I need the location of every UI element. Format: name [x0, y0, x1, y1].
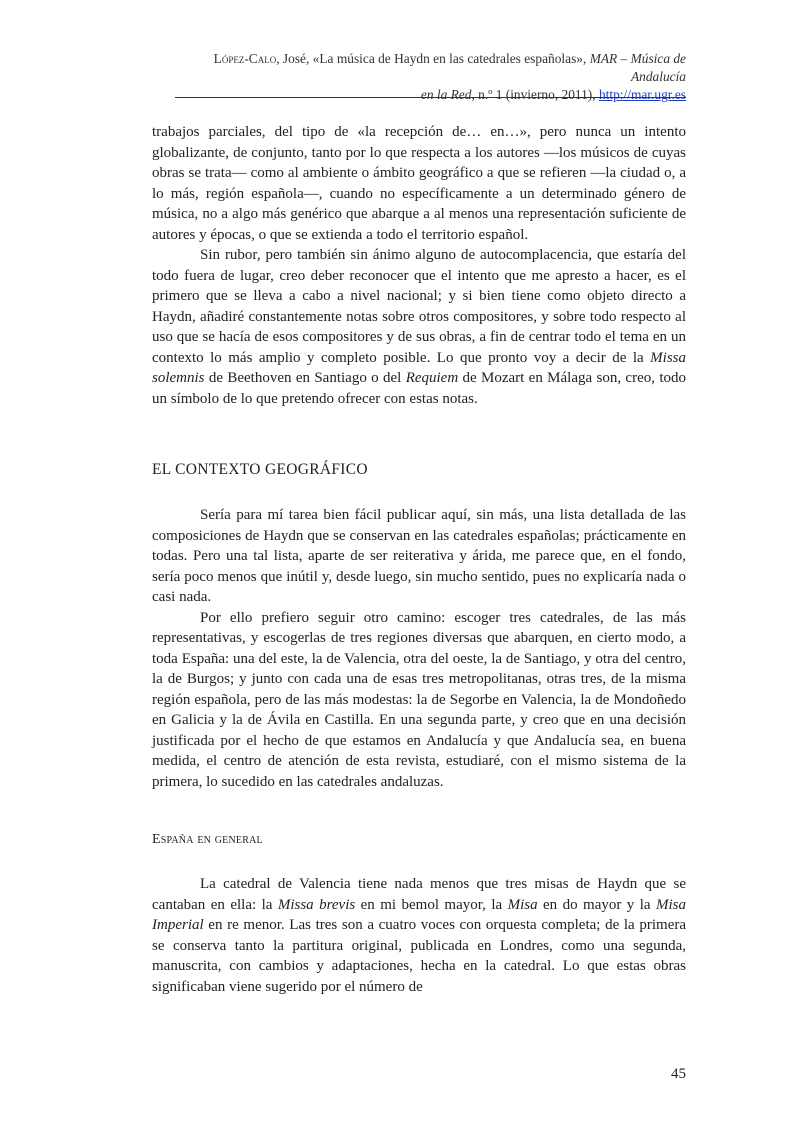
emphasis-misa-imperial: Misa Imperial [152, 896, 686, 933]
subsection-heading: España en general [152, 832, 263, 847]
section-heading: EL CONTEXTO GEOGRÁFICO [152, 461, 368, 478]
paragraph-1: trabajos parciales, del tipo de «la recepción de… en…», pero nunca un intento globalizante, de conjunto, tanto por lo que respecta a los autores —los músicos de cuyas obras se trata— como al ambiente o ámbito geográfico a que se refieren —la ciudad o, a lo más, región española—, cuando no específicamente a un determinado género de música, no a algo más genérico que abarque a al menos una representación suficiente de autores y épocas, o que se extienda a todo el territorio español. [152, 124, 686, 243]
header-rule [175, 97, 686, 98]
paragraph-4: Por ello prefiero seguir otro camino: escoger tres catedrales, de las más representativas, y escogerlas de tres regiones diversas que abarquen, en cierto modo, a toda España: una del este, la de Valencia, otra del oeste, la de Santiago, y otra del centro, la de Burgos; y junto con cada una de esas tres metropolitanas, otras tres, de la misma región española, pero de las más modestas: la de Segorbe en Valencia, la de Mondoñedo en Galicia y la de Ávila en Castilla. En una segunda parte, y creo que en una decisión justificada por el hecho de que estamos en Andalucía y que Andalucía sea, en buena medida, el centro de atención de esta revista, estudiaré, con el mismo sistema de la primera, lo sucedido en las catedrales andaluzas. [152, 609, 686, 790]
header-issue: , n.º 1 (invierno, 2011), [471, 87, 599, 102]
header-url-link[interactable]: http://mar.ugr.es [598, 87, 686, 102]
emphasis-requiem: Requiem [405, 370, 459, 386]
emphasis-missa-solemnis: Missa solemnis [152, 349, 686, 386]
header-author: López-Calo [213, 51, 277, 66]
emphasis-misa: Misa [507, 896, 538, 913]
paragraph-5: La catedral de Valencia tiene nada menos que tres misas de Haydn que se cantaban en ella: la Missa brevis en mi bemol mayor, la Misa en do mayor y la Misa Imperial en re menor. Las tres son a cuatro voces con orquesta completa; de la primera se conserva tanto la partitura original, publicada en Londres, como una segunda, manuscrita, con cambios y adaptaciones, hecha en la catedral. Lo que estas obras significaban viene sugerido por el número de [152, 876, 686, 995]
body-text [152, 122, 686, 997]
header-citation: , José, «La música de Haydn en las catedrales españolas», [276, 51, 590, 66]
paragraph-3: Sería para mí tarea bien fácil publicar aquí, sin más, una lista detallada de las composiciones de Haydn que se conservan en las catedrales españolas; prácticamente en todas. Pero una tal lista, aparte de ser reiterativa y árida, me parece que, en el fondo, sería poco menos que inútil y, desde luego, sin mucho sentido, pues no explicaría nada o casi nada. [152, 507, 686, 605]
header-line-1 [160, 50, 686, 86]
header-journal-cont: en la Red [420, 87, 472, 102]
emphasis-missa-brevis: Missa brevis [277, 896, 356, 913]
header-journal: MAR – Música de Andalucía [589, 51, 686, 84]
page-number: 45 [671, 1066, 686, 1082]
paragraph-2: Sin rubor, pero también sin ánimo alguno de autocomplacencia, que estaría del todo fuera de lugar, creo deber reconocer que el intento que me apresto a hacer, es el primero que se lleva a cabo a nivel nacional; y si bien tiene como objeto directo a Haydn, añadiré constantemente notas sobre otros compositores, y sobre todo respecto al uso que se hacía de esos compositores y de sus obras, a fin de centrar todo el tema en un contexto lo más amplio y completo posible. Lo que pronto voy a decir de la Missa solemnis de Beethoven en Santiago o del Requiem de Mozart en Málaga son, creo, todo un símbolo de lo que pretendo ofrecer con estas notas. [152, 247, 686, 407]
header-line-2 [160, 86, 686, 104]
running-header [160, 50, 686, 104]
